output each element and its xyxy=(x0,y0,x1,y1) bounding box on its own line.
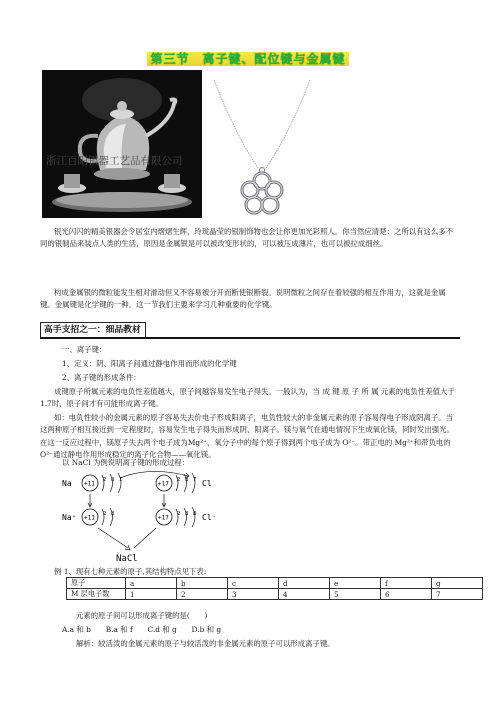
cl-ion-shell-2: 8 xyxy=(185,511,189,517)
cl-ion-shell-1: 2 xyxy=(177,511,181,517)
ionic-bond-conditions: 2、离子键的形成条件： xyxy=(62,373,141,382)
element-table xyxy=(66,577,483,600)
section-header: 高手支招之一：细品教材 xyxy=(40,322,146,338)
example-1-analysis: 解析：较活泼的金属元素的原子与较活泼的非金属元素的原子可以形成离子键。 xyxy=(76,639,335,648)
example-1-question: 元素的原子间可以形成离子键的是( ) xyxy=(76,611,208,620)
na-ion-nucleus-charge: +11 xyxy=(84,514,95,522)
table-cell: 3 xyxy=(228,589,279,600)
table-cell: g xyxy=(432,578,483,589)
na-shell-2: 8 xyxy=(111,477,115,483)
example-1-prompt: 例 1、现有七种元素的原子,其结构特点见下表: xyxy=(54,567,207,576)
na-ion-label: Na⁺ xyxy=(62,513,77,522)
intro-paragraph-2: 构成金属银的微粒能发生相对滑动但又不容易被分开而断使银断裂。说明微粒之间存在着较强的相互作用力，这就是金属键。金属键是化学键的一种。这一节我们主要来学习几种重要的化学键。 xyxy=(40,288,446,310)
magnesium-oxide-paragraph: 如：电负性较小的金属元素的原子容易失去价电子形成阳离子，电负性较大的非金属元素的原子容易得电子形成阴离子。当这两种原子相互接近到一定程度时，容易发生电子得失而形成阴、阳离子。镁与氧气在通电情况下生成氧化镁，同时发出强光。在这一反应过程中，镁原子失去两个电子成为Mg²⁺，氧分子中的每个原子得到两个电子成为 O²⁻。带正电的 Mg²⁺和带负电的 O²⁻通过静电作用形成稳定的离子化合物——氧化镁。 xyxy=(40,413,454,460)
cl-nucleus-charge: +17 xyxy=(158,480,169,488)
table-cell: 2 xyxy=(177,589,228,600)
cl-ion-shell-3: 8 xyxy=(193,511,197,517)
nacl-formation-diagram xyxy=(60,470,270,565)
cl-shell-2: 8 xyxy=(185,477,189,483)
cl-atom-label: Cl xyxy=(202,479,212,488)
table-cell: 5 xyxy=(330,589,381,600)
table-cell: d xyxy=(279,578,330,589)
table-cell: M 层电子数 xyxy=(67,589,126,600)
nacl-intro-line: 以 NaCl 为例说明离子键的形成过程： xyxy=(62,458,190,467)
table-cell: 7 xyxy=(432,589,483,600)
table-cell: c xyxy=(228,578,279,589)
table-cell: f xyxy=(381,578,432,589)
cl-shell-1: 2 xyxy=(177,477,181,483)
cl-ion-nucleus-charge: +17 xyxy=(158,514,169,522)
cl-shell-3: 7 xyxy=(193,477,197,483)
flower-pendant-photo xyxy=(206,76,318,220)
table-row xyxy=(67,589,483,600)
table-cell: 原子 xyxy=(67,578,126,589)
cl-ion-label: Cl⁻ xyxy=(202,513,217,522)
section-divider xyxy=(40,337,460,339)
electronegativity-paragraph: 成键原子所属元素的电负性差值越大，原子间越容易发生电子得失。一般认为，当 成 键 原 子 所 属 元素的电负性差值大于1.7时，原子间才有可能形成离子键。 xyxy=(40,387,455,409)
table-cell: a xyxy=(126,578,177,589)
silver-teapot-photo xyxy=(42,70,202,218)
intro-paragraph-1: 银光闪闪的精美银器会令居室内熠熠生辉，玲珑晶莹的银制饰物也会让你更加光彩照人。你当然应清楚：之所以有这么多不同的银制品来装点人类的生活，原因是金属银是可以被改变形状的，可以被压成薄片，也可以被拉成细丝。 xyxy=(40,227,454,249)
na-ion-shell-2: 8 xyxy=(111,511,115,517)
na-ion-shell-1: 2 xyxy=(103,511,107,517)
table-cell: 1 xyxy=(126,589,177,600)
table-cell: b xyxy=(177,578,228,589)
nacl-product-label: NaCl xyxy=(116,554,138,564)
na-shell-3: 1 xyxy=(119,477,123,483)
example-1-options: A.a 和 b B.a 和 f C.d 和 g D.b 和 g xyxy=(62,625,222,634)
page-title: 第三节 离子键、配位键与金属键 xyxy=(0,50,496,67)
ionic-bond-heading: 一、离子键： xyxy=(62,345,107,354)
table-cell: 4 xyxy=(279,589,330,600)
na-nucleus-charge: +11 xyxy=(84,480,95,488)
na-shell-1: 2 xyxy=(103,477,107,483)
ionic-bond-definition: 1、定义：阴、阳离子间通过静电作用而形成的化学键 xyxy=(62,359,237,368)
photo-watermark: 浙江百阳银器工艺品有限公司 xyxy=(46,155,183,167)
table-cell: 6 xyxy=(381,589,432,600)
table-row xyxy=(67,578,483,589)
na-atom-label: Na xyxy=(62,479,72,488)
table-cell: e xyxy=(330,578,381,589)
